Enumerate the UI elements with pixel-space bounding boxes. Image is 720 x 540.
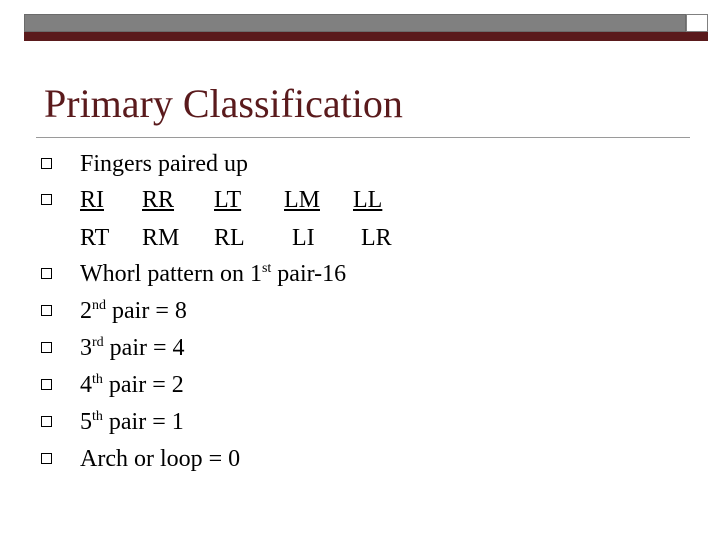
bullet-text — [80, 260, 346, 288]
bullet-text — [80, 371, 184, 399]
bullet-item-whorl — [0, 260, 680, 296]
bullet-text: Fingers paired up — [80, 151, 248, 177]
code-cell: RT — [80, 225, 110, 251]
code-cell: RL — [214, 225, 245, 251]
slide-title: Primary Classification — [44, 81, 403, 126]
text-part: pair-16 — [271, 261, 347, 287]
code-cell: LT — [214, 187, 242, 213]
bullet-item-pair4 — [0, 371, 680, 407]
code-cell: RM — [142, 225, 180, 251]
bullet-item-finger-codes-cont — [0, 224, 680, 260]
superscript: th — [92, 372, 103, 387]
bullet-item-pair5 — [0, 408, 680, 444]
square-bullet-icon — [41, 305, 52, 316]
square-bullet-icon — [41, 194, 52, 205]
bullet-item-finger-codes — [0, 186, 680, 222]
superscript: rd — [92, 335, 104, 350]
bullet-text — [80, 297, 187, 325]
text-part: 5 — [80, 409, 92, 435]
bullet-item-pair3 — [0, 334, 680, 370]
bullet-item-fingers-paired — [0, 150, 680, 186]
text-part: 4 — [80, 372, 92, 398]
code-cell: LL — [353, 187, 383, 213]
top-gray-strip — [24, 14, 686, 32]
superscript: th — [92, 409, 103, 424]
square-bullet-icon — [41, 342, 52, 353]
superscript: nd — [92, 298, 106, 313]
code-cell: RI — [80, 187, 104, 213]
text-part: pair = 1 — [102, 409, 184, 435]
square-bullet-icon — [41, 416, 52, 427]
square-bullet-icon — [41, 268, 52, 279]
bullet-item-pair2 — [0, 297, 680, 333]
text-part: pair = 8 — [106, 298, 187, 324]
square-bullet-icon — [41, 158, 52, 169]
bullet-text: Arch or loop = 0 — [80, 446, 241, 472]
title-underline — [36, 137, 690, 138]
top-dark-strip — [24, 32, 686, 41]
corner-dark-box — [686, 32, 708, 41]
text-part: Whorl pattern on 1 — [80, 261, 262, 287]
code-cell: LM — [284, 187, 320, 213]
corner-gray-box — [686, 14, 708, 32]
code-cell: LR — [361, 225, 392, 251]
bullet-item-arch-loop — [0, 445, 680, 481]
text-part: pair = 2 — [102, 372, 184, 398]
square-bullet-icon — [41, 453, 52, 464]
superscript: st — [261, 261, 272, 276]
text-part: pair = 4 — [103, 335, 185, 361]
code-cell: RR — [142, 187, 175, 213]
bullet-text — [80, 334, 185, 362]
square-bullet-icon — [41, 379, 52, 390]
bullet-text — [80, 408, 184, 436]
code-cell: LI — [292, 225, 315, 251]
text-part: 2 — [80, 298, 92, 324]
text-part: 3 — [80, 335, 92, 361]
